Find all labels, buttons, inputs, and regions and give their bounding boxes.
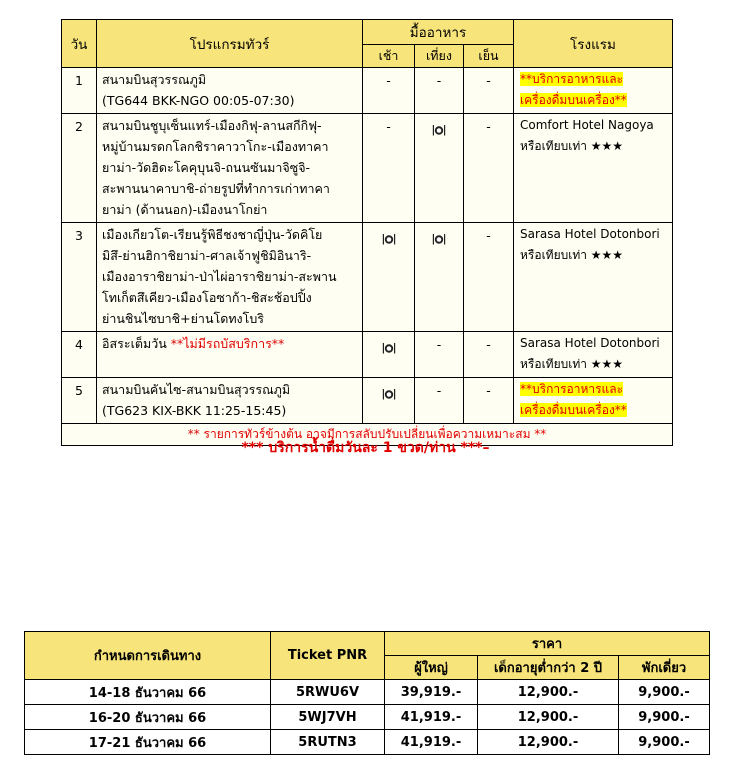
price-body (25, 680, 710, 755)
child-price: 12,900.- (478, 680, 619, 705)
adult-price: 41,919.- (385, 730, 478, 755)
program-line: สะพานนาคาบาชิ-ถ่ายรูปที่ทำการเก่าทาคา (102, 181, 330, 196)
ticket-pnr: 5WJ7VH (271, 705, 385, 730)
program-text (97, 378, 363, 424)
single-supplement: 9,900.- (619, 680, 710, 705)
meal-none: - (436, 337, 442, 352)
hotel-cell (514, 223, 673, 332)
header-dinner: เย็น (464, 45, 514, 68)
program-line: เมืองอาราชิยาม่า-ป่าไผ่อาราชิยาม่า-สะพาน (102, 269, 337, 284)
adult-price: 41,919.- (385, 705, 478, 730)
hotel-cell (514, 68, 673, 114)
plate-icon (382, 232, 396, 246)
day-number: 5 (62, 378, 97, 424)
hotel-line: หรือเทียบเท่า ★★★ (520, 357, 624, 371)
program-text (97, 223, 363, 332)
single-supplement: 9,900.- (619, 730, 710, 755)
price-table (24, 631, 710, 755)
meal-lunch (415, 114, 464, 223)
header-day: วัน (62, 20, 97, 68)
meal-breakfast (363, 378, 415, 424)
header-period: กำหนดการเดินทาง (25, 632, 271, 680)
plate-icon (382, 387, 396, 401)
hotel-line: **บริการอาหารและ (520, 72, 624, 86)
meal-dinner (464, 68, 514, 114)
hotel-line: Comfort Hotel Nagoya (520, 118, 654, 132)
travel-period: 17-21 ธันวาคม 66 (25, 730, 271, 755)
hotel-line: **บริการอาหารและ (520, 382, 624, 396)
itinerary-note: ** รายการทัวร์ข้างต้น อาจมีการสลับปรับเปลี่ยนเพื่อความเหมาะสม ** (62, 424, 673, 446)
header-meals: มื้ออาหาร (363, 20, 514, 45)
meal-none: - (436, 383, 442, 398)
day-number: 4 (62, 332, 97, 378)
program-line: เมืองเกียวโต-เรียนรู้พิธีชงชาญี่ปุ่น-วัดคิโย (102, 227, 323, 242)
itinerary-row (62, 223, 673, 332)
program-line: หมู่บ้านมรดกโลกชิราคาวาโกะ-เมืองทาคา (102, 139, 329, 154)
meal-lunch (415, 68, 464, 114)
program-line: (TG623 KIX-BKK 11:25-15:45) (102, 403, 287, 418)
meal-dinner (464, 332, 514, 378)
program-text (97, 332, 363, 378)
itinerary-row (62, 114, 673, 223)
hotel-line: หรือเทียบเท่า ★★★ (520, 248, 624, 262)
travel-period: 16-20 ธันวาคม 66 (25, 705, 271, 730)
meal-none: - (386, 73, 391, 88)
program-line: อิสระเต็มวัน (102, 336, 171, 351)
header-adult: ผู้ใหญ่ (385, 656, 478, 680)
itinerary-row (62, 378, 673, 424)
meal-none: - (486, 119, 491, 134)
meal-dinner (464, 114, 514, 223)
meal-lunch (415, 378, 464, 424)
hotel-line: หรือเทียบเท่า ★★★ (520, 139, 624, 153)
meal-none: - (486, 383, 491, 398)
price-row (25, 730, 710, 755)
program-note: **ไม่มีรถบัสบริการ** (170, 336, 285, 351)
price-row (25, 705, 710, 730)
day-number: 3 (62, 223, 97, 332)
plate-icon (382, 341, 396, 355)
travel-period: 14-18 ธันวาคม 66 (25, 680, 271, 705)
hotel-cell (514, 378, 673, 424)
meal-lunch (415, 332, 464, 378)
hotel-cell (514, 332, 673, 378)
program-line: สนามบินคันไซ-สนามบินสุวรรณภูมิ (102, 382, 291, 397)
day-number: 2 (62, 114, 97, 223)
child-price: 12,900.- (478, 705, 619, 730)
meal-breakfast (363, 332, 415, 378)
plate-icon (432, 232, 446, 246)
child-price: 12,900.- (478, 730, 619, 755)
water-note: *** บริการน้ำดื่มวันละ 1 ขวด/ท่าน ***– (241, 440, 490, 456)
day-number: 1 (62, 68, 97, 114)
hotel-line: เครื่องดื่มบนเครื่อง** (520, 403, 627, 417)
program-line: สนามบินสุวรรณภูมิ (102, 72, 207, 87)
header-hotel: โรงแรม (514, 20, 673, 68)
meal-breakfast (363, 114, 415, 223)
program-line: ย่านชินไซบาชิ+ย่านโดทงโบริ (102, 311, 265, 326)
meal-none: - (436, 73, 442, 88)
header-single: พักเดี่ยว (619, 656, 710, 680)
program-line: โทเก็ตสึเคียว-เมืองโอซาก้า-ชิสะช้อปปิ้ง (102, 290, 312, 305)
meal-breakfast (363, 68, 415, 114)
meal-lunch (415, 223, 464, 332)
hotel-cell (514, 114, 673, 223)
plate-icon (432, 123, 446, 137)
program-line: มิสึ-ย่านฮิกาชิยาม่า-ศาลเจ้าฟูชิมิอินาริ- (102, 248, 312, 263)
header-pnr: Ticket PNR (271, 632, 385, 680)
single-supplement: 9,900.- (619, 705, 710, 730)
ticket-pnr: 5RUTN3 (271, 730, 385, 755)
meal-breakfast (363, 223, 415, 332)
hotel-line: Sarasa Hotel Dotonbori (520, 227, 660, 241)
itinerary-row (62, 68, 673, 114)
header-price: ราคา (385, 632, 710, 656)
itinerary-body (62, 68, 673, 446)
meal-dinner (464, 223, 514, 332)
price-row (25, 680, 710, 705)
program-line: ยาม่า (ด้านนอก)-เมืองนาโกย่า (102, 202, 268, 217)
program-line: (TG644 BKK-NGO 00:05-07:30) (102, 93, 295, 108)
header-program: โปรแกรมทัวร์ (97, 20, 363, 68)
program-line: ยาม่า-วัดฮิดะโคคุบุนจิ-ถนนซันมาจิซูจิ- (102, 160, 311, 175)
program-text (97, 68, 363, 114)
header-breakfast: เช้า (363, 45, 415, 68)
meal-dinner (464, 378, 514, 424)
meal-none: - (486, 228, 491, 243)
hotel-line: เครื่องดื่มบนเครื่อง** (520, 93, 627, 107)
itinerary-row (62, 332, 673, 378)
ticket-pnr: 5RWU6V (271, 680, 385, 705)
adult-price: 39,919.- (385, 680, 478, 705)
meal-none: - (386, 119, 391, 134)
header-child: เด็กอายุต่ำกว่า 2 ปี (478, 656, 619, 680)
header-lunch: เที่ยง (415, 45, 464, 68)
program-text (97, 114, 363, 223)
meal-none: - (486, 73, 491, 88)
hotel-line: Sarasa Hotel Dotonbori (520, 336, 660, 350)
itinerary-table (61, 19, 673, 446)
program-line: สนามบินชูบุเซ็นแทร์-เมืองกิฟุ-ลานสกีกิฟุ- (102, 118, 322, 133)
meal-none: - (486, 337, 491, 352)
